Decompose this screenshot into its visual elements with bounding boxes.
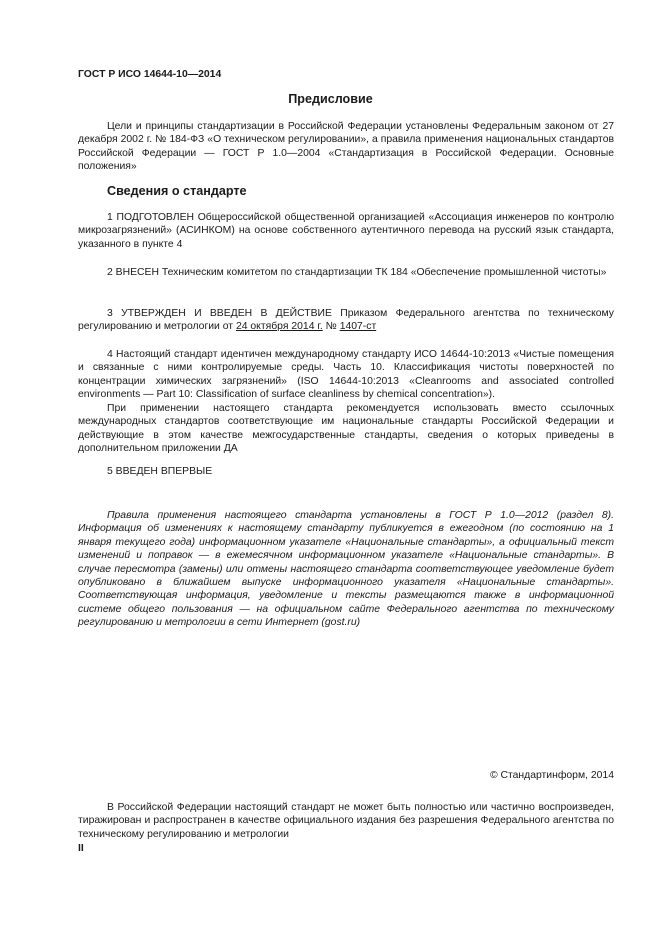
- info-item-3: [78, 307, 614, 334]
- standard-info-heading: Сведения о стандарте: [107, 184, 247, 198]
- document-header: ГОСТ Р ИСО 14644-10—2014: [78, 69, 222, 80]
- foreword-paragraph: Цели и принципы стандартизации в Российской Федерации установлены Федеральным законом от 27 декабря 2002 г. № 184-ФЗ «О техническом регулировании», а правила применения национальных стандартов Российской Федерации — ГОСТ Р 1.0—2004 «Стандартизация в Российской Федерации. Основные положения»: [78, 121, 614, 173]
- order-number: 1407-ст: [339, 321, 377, 333]
- info-item-1: 1 ПОДГОТОВЛЕН Общероссийской общественной организацией «Ассоциация инженеров по контролю микрозагрязнений» (АСИНКОМ) на основе собственного аутентичного перевода на русский язык стандарта, указанного в пункте 4: [78, 212, 614, 250]
- info-item-5: 5 ВВЕДЕН ВПЕРВЫЕ: [107, 466, 213, 477]
- legal-notice: В Российской Федерации настоящий стандарт не может быть полностью или частично воспроизведен, тиражирован и распространен в качестве официального издания без разрешения Федерального агентства по техническому регулированию и метрологии: [78, 802, 614, 840]
- info-item-3-mid: №: [322, 321, 340, 333]
- info-item-3-prefix: 3 УТВЕРЖДЕН И ВВЕДЕН В ДЕЙСТВИЕ Приказом Федерального агентства по техническому регулированию и метрологии от: [78, 308, 614, 333]
- info-item-4-note: При применении настоящего стандарта рекомендуется использовать вместо ссылочных международных стандартов соответствующие им национальные стандарты Российской Федерации и действующие в этом качестве межгосударственные стандарты, сведения о которых приведены в дополнительном приложении ДА: [78, 403, 614, 455]
- approval-date: 24 октября 2014 г.: [235, 321, 323, 333]
- info-item-4: 4 Настоящий стандарт идентичен международному стандарту ИСО 14644-10:2013 «Чистые помещения и связанные с ними контролируемые среды. Часть 10. Классификация чистоты поверхностей по концентрации химических загрязнений» (ISO 14644-10:2013 «Cleanrooms and associated controlled environments — Part 10: Classification of surface cleanliness by chemical concentration»).: [78, 349, 614, 401]
- rules-paragraph: Правила применения настоящего стандарта установлены в ГОСТ Р 1.0—2012 (раздел 8). Информация об изменениях к настоящему стандарту публикуется в ежегодном (по состоянию на 1 января текущего года) информационном указателе «Национальные стандарты», а официальный текст изменений и поправок — в ежемесячном информационном указателе «Национальные стандарты». В случае пересмотра (замены) или отмены настоящего стандарта соответствующее уведомление будет опубликовано в ближайшем выпуске информационного указателя «Национальные стандарты». Соответствующая информация, уведомление и тексты размещаются также в информационной системе общего пользования — на официальном сайте Федерального агентства по техническому регулированию и метрологии в сети Интернет (gost.ru): [78, 510, 614, 629]
- info-item-2: 2 ВНЕСЕН Техническим комитетом по стандартизации ТК 184 «Обеспечение промышленной чистоты»: [107, 267, 607, 278]
- foreword-title: Предисловие: [288, 92, 373, 106]
- copyright: © Стандартинформ, 2014: [489, 770, 614, 781]
- page-number: II: [78, 843, 84, 854]
